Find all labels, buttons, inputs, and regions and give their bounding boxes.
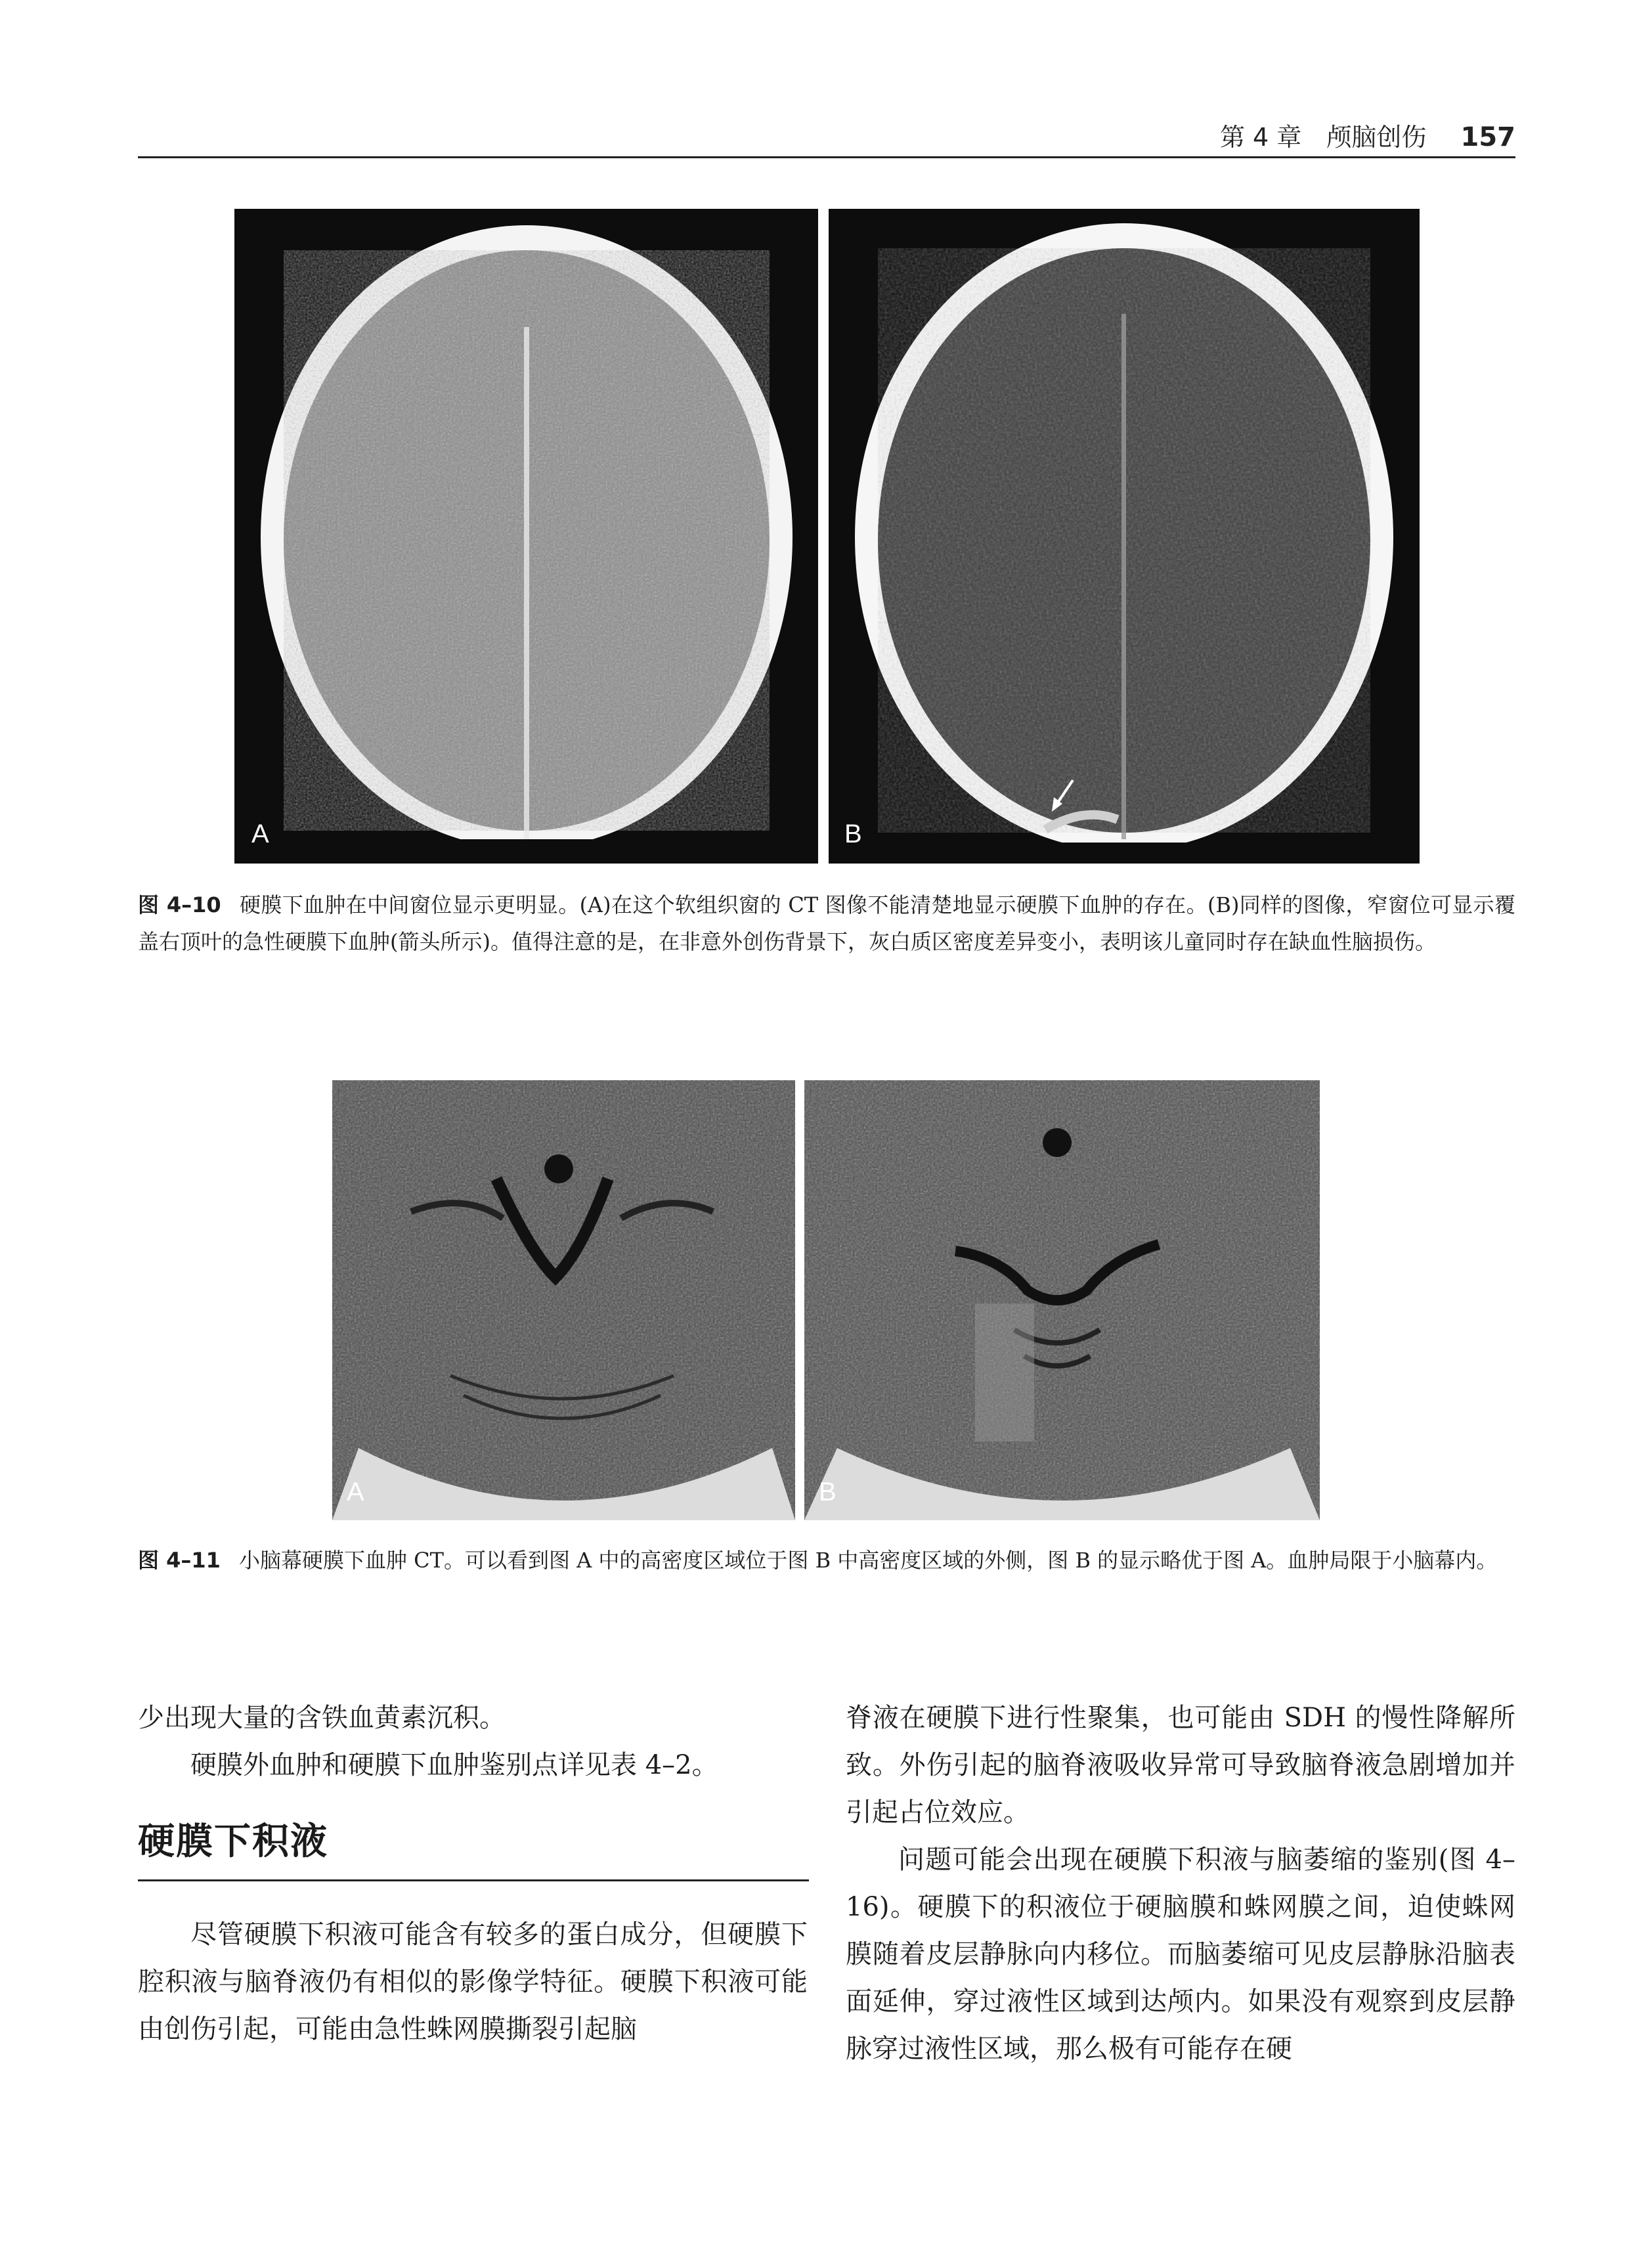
paragraph: 少出现大量的含铁血黄素沉积。 [138, 1703, 506, 1733]
caption-text: 硬膜下血肿在中间窗位显示更明显。(A)在这个软组织窗的 CT 图像不能清楚地显示硬膜下血肿的存在。(B)同样的图像，窄窗位可显示覆盖右顶叶的急性硬膜下血肿(箭头所示)。值得注意的是，在非意外创伤背景下，灰白质区密度差异变小，表明该儿童同时存在缺血性脑损伤。 [138, 892, 1515, 954]
panel-label-a: A [251, 820, 269, 848]
header-rule [138, 156, 1515, 158]
section-rule [138, 1879, 809, 1881]
paragraph: 硬膜外血肿和硬膜下血肿鉴别点详见表 4–2。 [190, 1750, 718, 1780]
chapter-number: 第 4 章 [1219, 123, 1302, 152]
figure-number: 图 4–11 [138, 1548, 221, 1573]
figure-number: 图 4–10 [138, 892, 221, 917]
ct-image-4-11-a [332, 1080, 795, 1520]
panel-label-b: B [819, 1478, 837, 1506]
caption-text: 小脑幕硬膜下血肿 CT。可以看到图 A 中的高密度区域位于图 B 中高密度区域的外侧，图 B 的显示略优于图 A。血肿局限于小脑幕内。 [238, 1548, 1498, 1573]
right-column [846, 1694, 1515, 2072]
ct-image-4-10-b [829, 209, 1420, 864]
page-number: 157 [1460, 122, 1515, 152]
ct-image-4-10-a [234, 209, 818, 864]
paragraph: 问题可能会出现在硬膜下积液与脑萎缩的鉴别(图 4–16)。硬膜下的积液位于硬脑膜和蛛网膜之间，迫使蛛网膜随着皮层静脉向内移位。而脑萎缩可见皮层静脉沿脑表面延伸，穿过液性区域到达颅内。如果没有观察到皮层静脉穿过液性区域，那么极有可能存在硬 [846, 1845, 1515, 2064]
section-heading: 硬膜下积液 [138, 1820, 328, 1863]
running-header [1220, 117, 1515, 153]
paragraph: 尽管硬膜下积液可能含有较多的蛋白成分，但硬膜下腔积液与脑脊液仍有相似的影像学特征。硬膜下积液可能由创伤引起，可能由急性蛛网膜撕裂引起脑 [138, 1919, 808, 2044]
left-column-top [138, 1694, 808, 1789]
panel-label-a: A [347, 1478, 364, 1506]
ct-image-4-11-b [804, 1080, 1320, 1520]
figure-4-10-caption [138, 887, 1515, 960]
left-column-bottom [138, 1911, 808, 2053]
figure-4-11-caption [138, 1542, 1515, 1579]
chapter-title: 颅脑创伤 [1326, 123, 1427, 152]
panel-label-b: B [844, 820, 862, 848]
paragraph: 脊液在硬膜下进行性聚集，也可能由 SDH 的慢性降解所致。外伤引起的脑脊液吸收异常可导致脑脊液急剧增加并引起占位效应。 [846, 1703, 1515, 1828]
